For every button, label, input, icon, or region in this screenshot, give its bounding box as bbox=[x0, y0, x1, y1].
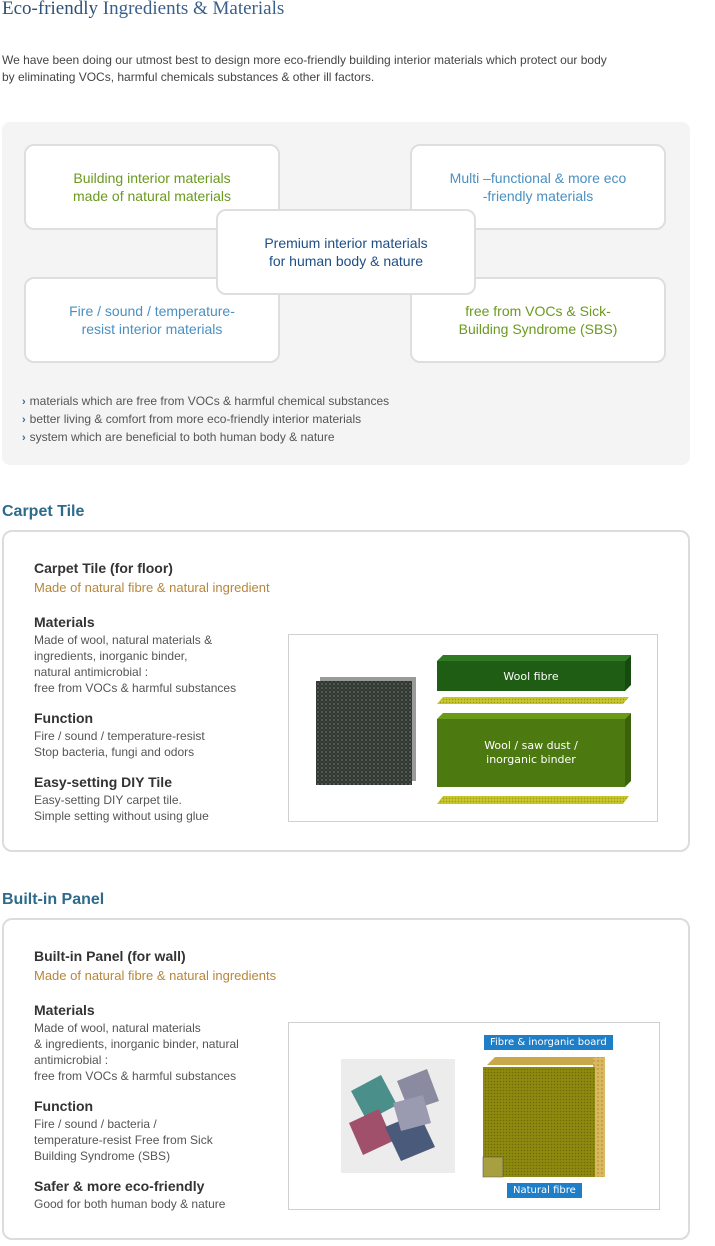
carpet-function-heading: Function bbox=[34, 710, 94, 726]
layer-label-wool-fibre: Wool fibre bbox=[503, 669, 559, 683]
panel-figure bbox=[288, 1022, 660, 1210]
carpet-subtitle: Made of natural fibre & natural ingredient bbox=[34, 580, 270, 595]
carpet-materials-heading: Materials bbox=[34, 614, 95, 630]
bullet-item: › better living & comfort from more eco-friendly interior materials bbox=[22, 412, 362, 426]
panel-materials-heading: Materials bbox=[34, 1002, 95, 1018]
layer-thin-2 bbox=[437, 796, 629, 804]
tag-fibre-board: Fibre & inorganic board bbox=[484, 1035, 613, 1050]
intro-text: We have been doing our utmost best to design more eco-friendly building interior materials which protect our body by eliminating VOCs, harmful chemicals substances & other ill factors. bbox=[2, 53, 607, 84]
concept-box-center: Premium interior materials for human body & nature bbox=[216, 209, 476, 295]
concept-diagram bbox=[2, 122, 690, 465]
panel-title: Built-in Panel (for wall) bbox=[34, 948, 186, 964]
layer-thin-1 bbox=[437, 697, 629, 704]
section-title-panel: Built-in Panel bbox=[2, 891, 105, 908]
carpet-materials-text: Made of wool, natural materials & ingredients, inorganic binder, natural antimicrobial : free from VOCs & harmful substances bbox=[34, 633, 237, 695]
carpet-function-text: Fire / sound / temperature-resist Stop bacteria, fungi and odors bbox=[34, 729, 205, 759]
carpet-title: Carpet Tile (for floor) bbox=[34, 560, 173, 576]
panel-function-heading: Function bbox=[34, 1098, 94, 1114]
concept-box-natural: Building interior materials made of natural materials bbox=[24, 144, 280, 230]
carpet-figure bbox=[288, 634, 658, 822]
carpet-sample-image bbox=[316, 677, 416, 785]
concept-box-resist: Fire / sound / temperature- resist interior materials bbox=[24, 277, 280, 363]
bullet-item: › system which are beneficial to both human body & nature bbox=[22, 430, 335, 444]
panel-subtitle: Made of natural fibre & natural ingredients bbox=[34, 968, 277, 983]
tag-natural-fibre: Natural fibre bbox=[507, 1183, 582, 1198]
page-title: Eco-friendly Ingredients & Materials bbox=[2, 0, 285, 19]
chevron-right-icon: › bbox=[22, 432, 26, 444]
carpet-diy-heading: Easy-setting DIY Tile bbox=[34, 774, 172, 790]
panel-safer-text: Good for both human body & nature bbox=[34, 1197, 226, 1211]
carpet-card bbox=[2, 530, 690, 852]
chevron-right-icon: › bbox=[22, 414, 26, 426]
panel-materials-text: Made of wool, natural materials & ingredients, inorganic binder, natural antimicrobial : free from VOCs & harmful substances bbox=[34, 1021, 239, 1083]
layer-label-wool-sawdust: Wool / saw dust / inorganic binder bbox=[484, 739, 578, 766]
bullet-item: › materials which are free from VOCs & harmful chemical substances bbox=[22, 394, 390, 408]
panel-function-text: Fire / sound / bacteria / temperature-resist Free from Sick Building Syndrome (SBS) bbox=[34, 1117, 213, 1163]
panel-samples-image bbox=[341, 1059, 455, 1173]
panel-diagram bbox=[289, 1023, 659, 1209]
carpet-diy-text: Easy-setting DIY carpet tile. Simple setting without using glue bbox=[34, 793, 209, 823]
chevron-right-icon: › bbox=[22, 396, 26, 408]
section-title-carpet: Carpet Tile bbox=[2, 503, 85, 520]
panel-safer-heading: Safer & more eco-friendly bbox=[34, 1178, 205, 1194]
panel-card bbox=[2, 918, 690, 1240]
concept-box-voc-free: free from VOCs & Sick- Building Syndrome (SBS) bbox=[410, 277, 666, 363]
panel-layers-image bbox=[483, 1057, 605, 1177]
concept-box-multifunctional: Multi –functional & more eco -friendly materials bbox=[410, 144, 666, 230]
